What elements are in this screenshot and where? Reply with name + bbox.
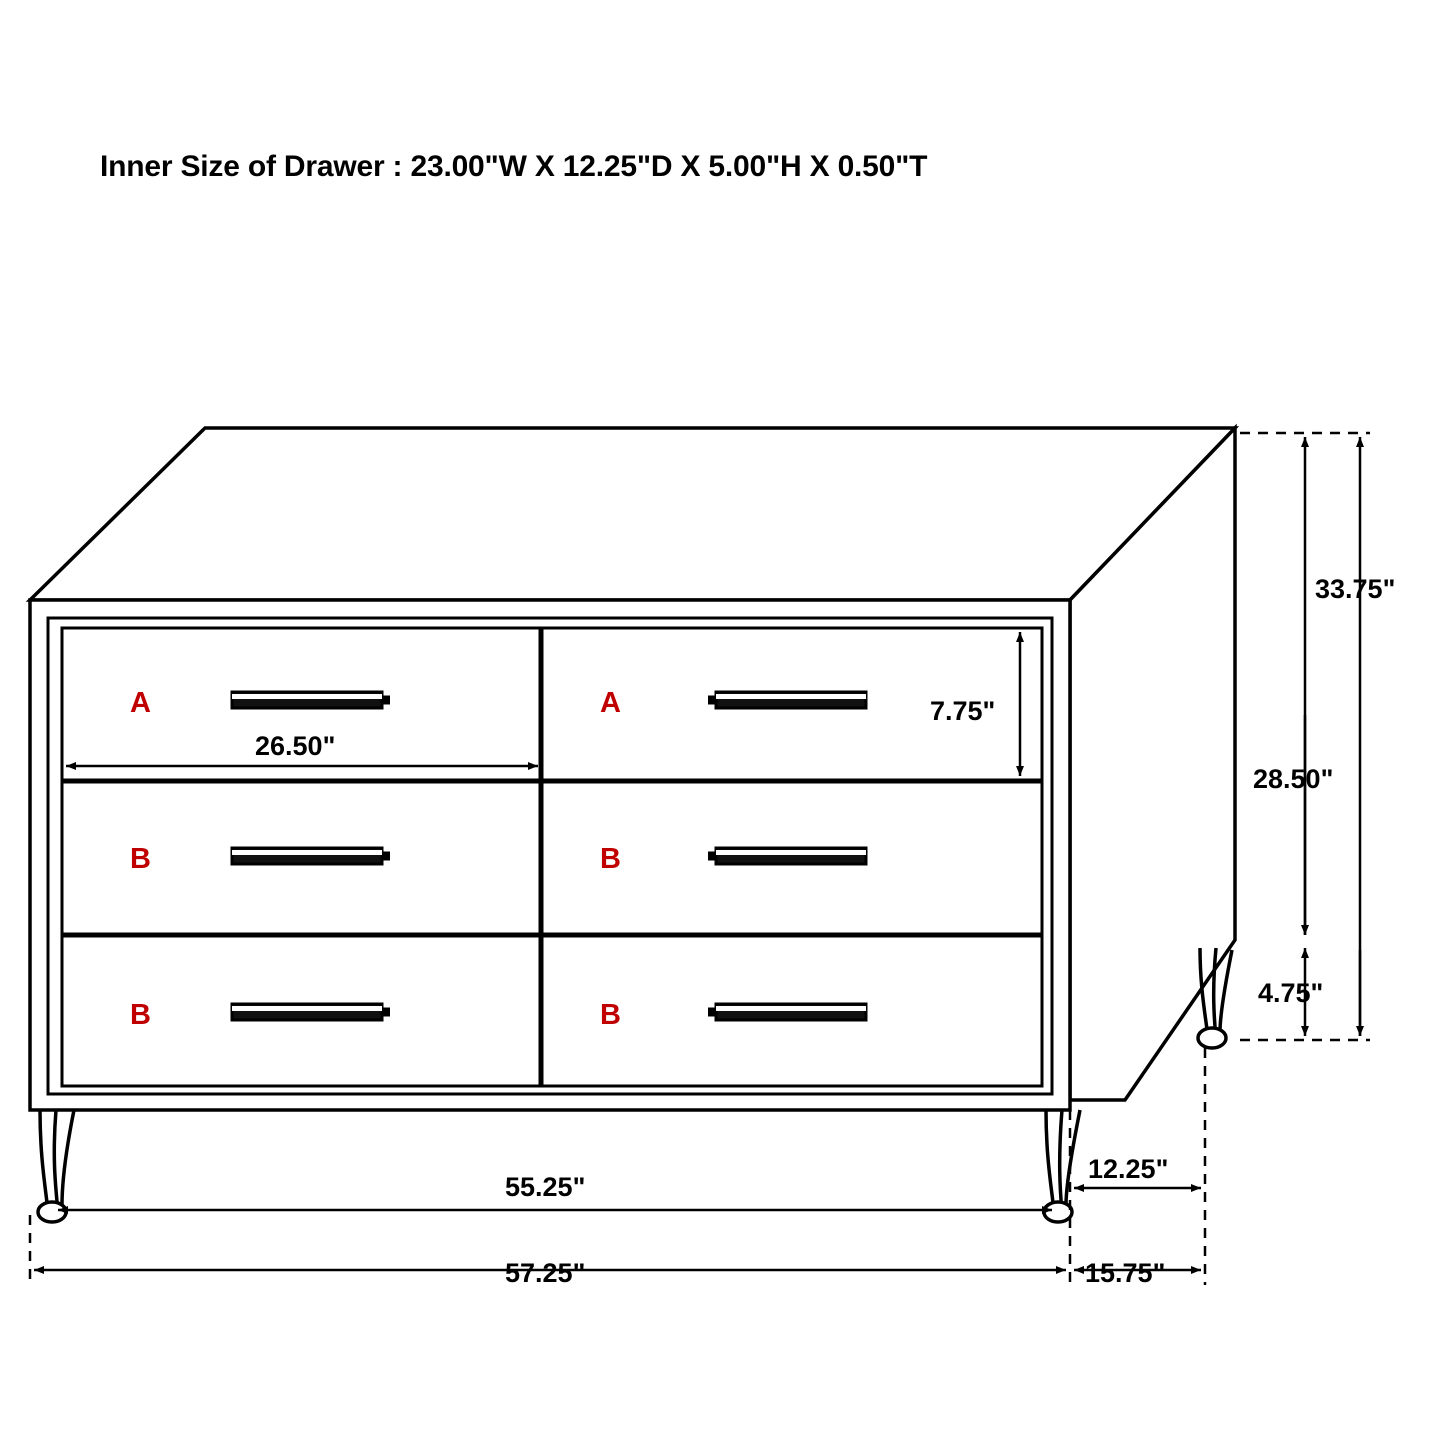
drawer-label-b-mid-left: B xyxy=(130,843,151,875)
drawer-fronts xyxy=(62,628,1042,1086)
drawer-label-a-left: A xyxy=(130,687,151,719)
drawer-label-b-bot-right: B xyxy=(600,999,621,1031)
dim-leg-height: 4.75" xyxy=(1258,978,1324,1008)
drawer-label-a-right: A xyxy=(600,687,621,719)
dim-overall-height: 33.75" xyxy=(1315,574,1396,604)
dim-drawer-height: 7.75" xyxy=(930,696,996,726)
drawer-label-b-bot-left: B xyxy=(130,999,151,1031)
dim-cabinet-width: 55.25" xyxy=(505,1172,586,1202)
dim-leg-inset-depth: 12.25" xyxy=(1088,1154,1169,1184)
drawer-label-b-mid-right: B xyxy=(600,843,621,875)
dim-cabinet-height: 28.50" xyxy=(1253,764,1334,794)
page-title: Inner Size of Drawer : 23.00"W X 12.25"D X 5.00"H X 0.50"T xyxy=(100,150,928,183)
dim-drawer-width: 26.50" xyxy=(255,731,336,761)
dim-overall-width: 57.25" xyxy=(505,1258,586,1288)
dim-overall-depth: 15.75" xyxy=(1085,1258,1166,1288)
